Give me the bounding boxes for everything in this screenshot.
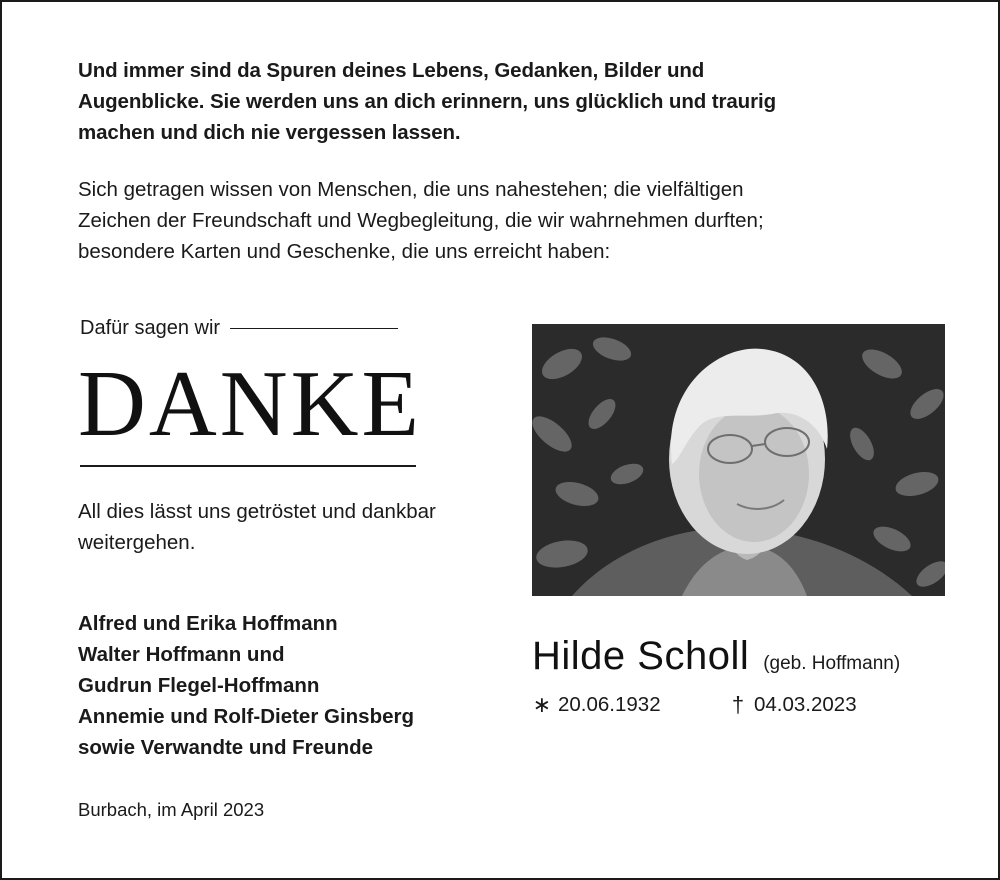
second-line: Sich getragen wissen von Menschen, die uns nahestehen; die vielfältigen [78,178,744,201]
signatories-list [78,608,498,763]
danke-rule [80,465,416,467]
birth-star-icon: ∗ [532,692,552,717]
intro-paragraph [78,55,798,148]
portrait-photo [532,324,945,596]
closing-line: All dies lässt uns getröstet und dankbar [78,500,436,523]
maiden-name: (geb. Hoffmann) [763,653,901,674]
signatory: Alfred und Erika Hoffmann [78,612,338,635]
closing-text [78,496,498,558]
intro-line: Augenblicke. Sie werden uns an dich erinnern, uns glücklich und traurig [78,90,776,113]
danke-heading: DANKE [78,352,422,456]
deceased-name: Hilde Scholl [532,634,750,678]
death-date-item [728,692,857,718]
signatory: Gudrun Flegel-Hoffmann [78,674,320,697]
birth-date-item [532,692,661,718]
intro-line: Und immer sind da Spuren deines Lebens, Gedanken, Bilder und [78,59,705,82]
signatory: sowie Verwandte und Freunde [78,736,374,759]
second-paragraph [78,174,898,267]
deceased-name-row [532,632,900,680]
intro-line: machen und dich nie vergessen lassen. [78,121,461,144]
second-line: Zeichen der Freundschaft und Wegbegleitung, die wir wahrnehmen durften; [78,209,764,232]
birth-date: 20.06.1932 [558,693,661,716]
place-date: Burbach, im April 2023 [78,799,265,820]
prefix-rule [230,328,398,330]
death-cross-icon: † [731,692,745,717]
signatory: Annemie und Rolf-Dieter Ginsberg [78,705,414,728]
closing-line: weitergehen. [78,531,196,554]
thanks-prefix: Dafür sagen wir [80,317,221,339]
second-line: besondere Karten und Geschenke, die uns erreicht haben: [78,240,611,263]
signatory: Walter Hoffmann und [78,643,285,666]
death-date: 04.03.2023 [754,693,857,716]
thanks-prefix-row [80,317,398,340]
portrait-image [532,324,945,596]
